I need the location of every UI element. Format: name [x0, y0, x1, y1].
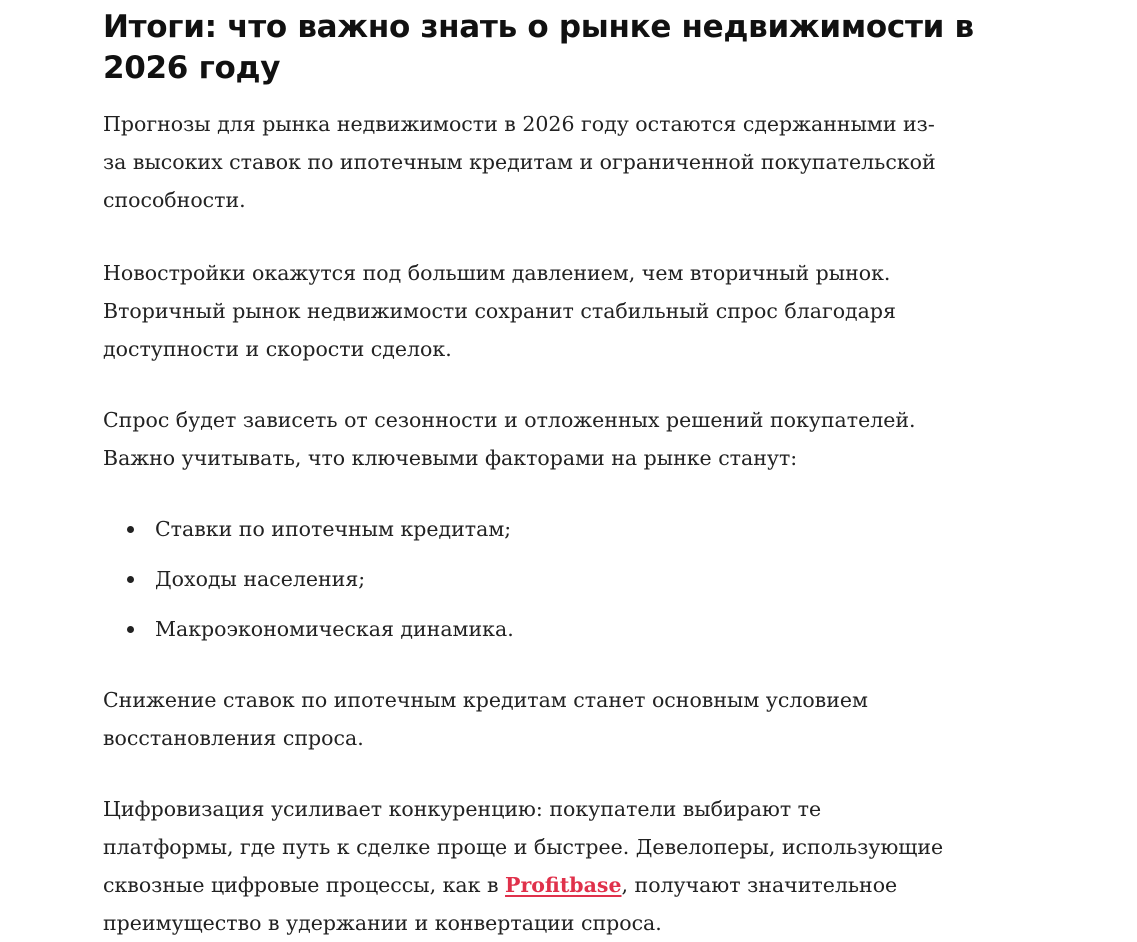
text-line: платформы, где путь к сделке проще и быстрее. Девелоперы, использующие [103, 835, 944, 859]
list-item-text: Ставки по ипотечным кредитам; [155, 517, 512, 541]
text-line: восстановления спроса. [103, 726, 364, 750]
heading-line: 2026 году [103, 50, 281, 86]
list-item-text: Доходы населения; [155, 567, 366, 591]
text-line: Новостройки окажутся под большим давлением, чем вторичный рынок. [103, 261, 891, 285]
list-item-text: Макроэкономическая динамика. [155, 617, 514, 641]
text-line: доступности и скорости сделок. [103, 337, 452, 361]
paragraph-demand [103, 401, 983, 477]
list-item [103, 510, 983, 548]
section-heading [103, 7, 974, 89]
text-line [103, 866, 983, 904]
bullet-icon [127, 526, 134, 533]
heading-line: Итоги: что важно знать о рынке недвижимости в [103, 9, 974, 45]
paragraph-rates [103, 681, 983, 757]
text-line: Вторичный рынок недвижимости сохранит стабильный спрос благодаря [103, 299, 896, 323]
paragraph-new-buildings [103, 254, 983, 368]
text-line: Прогнозы для рынка недвижимости в 2026 году остаются сдержанными из- [103, 112, 935, 136]
bullet-icon [127, 576, 134, 583]
profitbase-link[interactable]: Profitbase [505, 873, 622, 897]
paragraph-forecast [103, 105, 983, 219]
article-body [103, 0, 983, 942]
text-line: Цифровизация усиливает конкуренцию: покупатели выбирают те [103, 797, 822, 821]
text-line: Спрос будет зависеть от сезонности и отложенных решений покупателей. [103, 408, 916, 432]
text-line: Важно учитывать, что ключевыми факторами на рынке станут: [103, 446, 798, 470]
text-fragment: , получают значительное [621, 873, 898, 897]
list-item [103, 560, 983, 598]
text-fragment: сквозные цифровые процессы, как в [103, 873, 506, 897]
bullet-icon [127, 626, 134, 633]
text-line: преимущество в удержании и конвертации спроса. [103, 911, 662, 935]
list-item [103, 610, 983, 648]
paragraph-digitalization [103, 790, 983, 942]
text-line: за высоких ставок по ипотечным кредитам и ограниченной покупательской [103, 150, 936, 174]
text-line: способности. [103, 188, 246, 212]
text-line: Снижение ставок по ипотечным кредитам станет основным условием [103, 688, 868, 712]
key-factors-list [103, 510, 983, 648]
